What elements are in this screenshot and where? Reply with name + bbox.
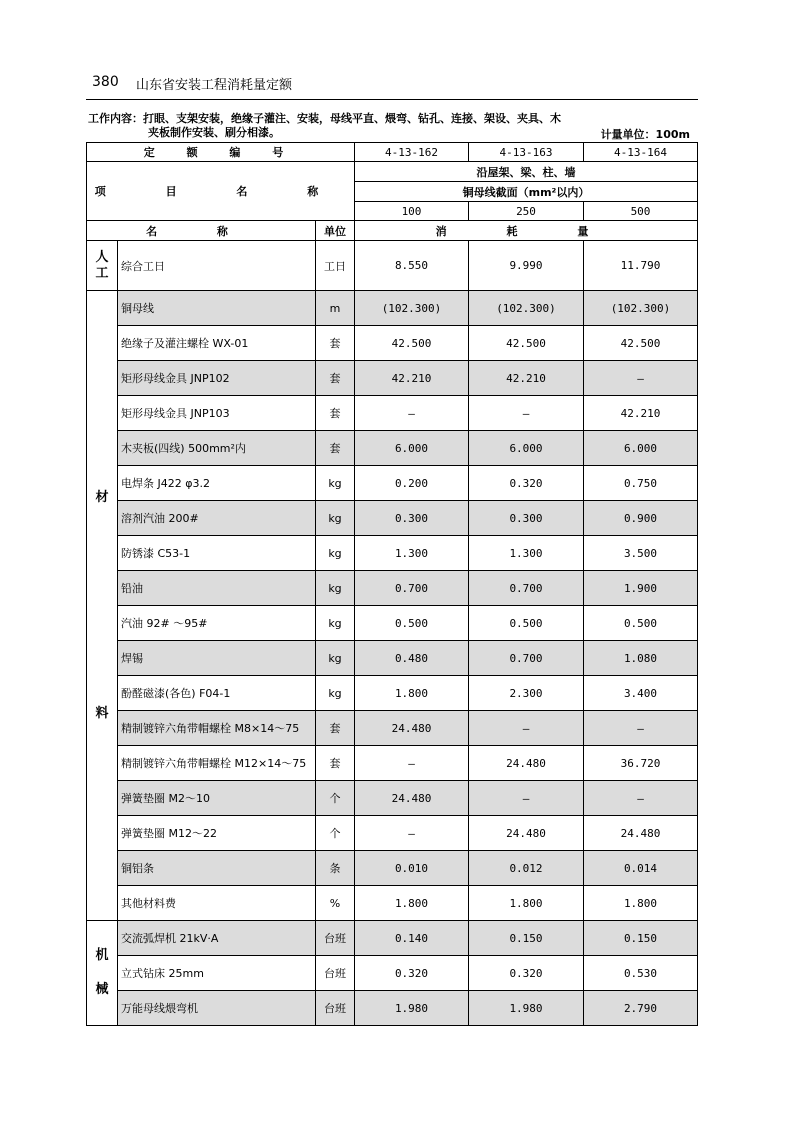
labor-value-1: 8.550 bbox=[355, 241, 469, 291]
material-row bbox=[87, 361, 698, 396]
material-row bbox=[87, 816, 698, 851]
material-value-3: (102.300) bbox=[584, 291, 698, 326]
consumption-column-header: 消 耗 量 bbox=[355, 221, 698, 241]
material-value-3: 3.500 bbox=[584, 536, 698, 571]
material-value-3: 24.480 bbox=[584, 816, 698, 851]
labor-category: 人工 bbox=[87, 241, 118, 291]
material-value-3: 3.400 bbox=[584, 676, 698, 711]
material-value-1: 42.500 bbox=[355, 326, 469, 361]
material-value-3: 1.900 bbox=[584, 571, 698, 606]
labor-value-3: 11.790 bbox=[584, 241, 698, 291]
machine-value-2: 0.320 bbox=[469, 956, 584, 991]
section-2: 250 bbox=[469, 202, 584, 221]
material-value-1: 0.500 bbox=[355, 606, 469, 641]
material-value-2: — bbox=[469, 396, 584, 431]
material-row bbox=[87, 571, 698, 606]
material-value-3: 1.800 bbox=[584, 886, 698, 921]
machine-value-2: 0.150 bbox=[469, 921, 584, 956]
page-number: 380 bbox=[92, 74, 119, 90]
material-row bbox=[87, 886, 698, 921]
material-name: 弹簧垫圈 M12～22 bbox=[118, 816, 316, 851]
material-value-3: — bbox=[584, 711, 698, 746]
material-value-1: — bbox=[355, 746, 469, 781]
labor-value-2: 9.990 bbox=[469, 241, 584, 291]
material-value-1: — bbox=[355, 816, 469, 851]
material-unit: 套 bbox=[316, 326, 355, 361]
book-title: 山东省安装工程消耗量定额 bbox=[136, 78, 293, 93]
material-value-1: 24.480 bbox=[355, 711, 469, 746]
machine-name: 立式钻床 25mm bbox=[118, 956, 316, 991]
material-value-1: — bbox=[355, 396, 469, 431]
material-name: 电焊条 J422 φ3.2 bbox=[118, 466, 316, 501]
material-row bbox=[87, 536, 698, 571]
material-value-2: 1.300 bbox=[469, 536, 584, 571]
quota-table bbox=[86, 142, 698, 1026]
quota-code-3: 4-13-164 bbox=[584, 143, 698, 162]
material-row bbox=[87, 781, 698, 816]
machine-name: 交流弧焊机 21kV·A bbox=[118, 921, 316, 956]
material-unit: 套 bbox=[316, 711, 355, 746]
material-unit: kg bbox=[316, 501, 355, 536]
material-unit: kg bbox=[316, 676, 355, 711]
labor-row bbox=[87, 241, 698, 291]
material-value-3: 0.014 bbox=[584, 851, 698, 886]
work-content-label: 工作内容： bbox=[88, 112, 143, 125]
material-value-1: 1.300 bbox=[355, 536, 469, 571]
material-value-2: 0.320 bbox=[469, 466, 584, 501]
material-row bbox=[87, 431, 698, 466]
material-category: 材 料 bbox=[87, 291, 118, 921]
material-value-2: — bbox=[469, 781, 584, 816]
material-name: 汽油 92# ～95# bbox=[118, 606, 316, 641]
material-name: 酚醛磁漆(各色) F04-1 bbox=[118, 676, 316, 711]
material-unit: 条 bbox=[316, 851, 355, 886]
material-row bbox=[87, 466, 698, 501]
machine-unit: 台班 bbox=[316, 991, 355, 1026]
material-value-2: 0.700 bbox=[469, 641, 584, 676]
material-unit: kg bbox=[316, 466, 355, 501]
material-value-3: 0.900 bbox=[584, 501, 698, 536]
section-header: 铜母线截面（mm²以内） bbox=[355, 182, 698, 202]
material-value-2: 24.480 bbox=[469, 816, 584, 851]
material-value-1: 0.300 bbox=[355, 501, 469, 536]
material-value-3: 0.500 bbox=[584, 606, 698, 641]
material-name: 绝缘子及灌注螺栓 WX-01 bbox=[118, 326, 316, 361]
work-content bbox=[88, 112, 608, 140]
material-value-2: 2.300 bbox=[469, 676, 584, 711]
machine-unit: 台班 bbox=[316, 956, 355, 991]
material-value-3: 42.210 bbox=[584, 396, 698, 431]
material-value-2: 42.500 bbox=[469, 326, 584, 361]
unit-column-header: 单位 bbox=[316, 221, 355, 241]
material-unit: kg bbox=[316, 571, 355, 606]
material-value-1: (102.300) bbox=[355, 291, 469, 326]
machine-value-1: 0.140 bbox=[355, 921, 469, 956]
material-name: 精制镀锌六角带帽螺栓 M12×14～75 bbox=[118, 746, 316, 781]
material-row bbox=[87, 501, 698, 536]
quota-code-1: 4-13-162 bbox=[355, 143, 469, 162]
material-name: 溶剂汽油 200# bbox=[118, 501, 316, 536]
section-1: 100 bbox=[355, 202, 469, 221]
material-value-1: 42.210 bbox=[355, 361, 469, 396]
material-row bbox=[87, 851, 698, 886]
material-unit: 套 bbox=[316, 361, 355, 396]
material-value-1: 0.200 bbox=[355, 466, 469, 501]
material-value-3: 1.080 bbox=[584, 641, 698, 676]
material-value-3: — bbox=[584, 781, 698, 816]
material-unit: kg bbox=[316, 606, 355, 641]
material-value-1: 0.010 bbox=[355, 851, 469, 886]
material-row bbox=[87, 291, 698, 326]
quota-code-label: 定 额 编 号 bbox=[87, 143, 355, 162]
material-row bbox=[87, 396, 698, 431]
material-name: 矩形母线金具 JNP102 bbox=[118, 361, 316, 396]
material-value-2: (102.300) bbox=[469, 291, 584, 326]
material-row bbox=[87, 641, 698, 676]
item-header: 沿屋架、梁、柱、墙 bbox=[355, 162, 698, 182]
material-value-2: 1.800 bbox=[469, 886, 584, 921]
machine-value-1: 0.320 bbox=[355, 956, 469, 991]
machine-value-1: 1.980 bbox=[355, 991, 469, 1026]
material-name: 防锈漆 C53-1 bbox=[118, 536, 316, 571]
column-header-row bbox=[87, 221, 698, 241]
material-unit: 套 bbox=[316, 431, 355, 466]
material-value-1: 24.480 bbox=[355, 781, 469, 816]
quota-code-row bbox=[87, 143, 698, 162]
material-name: 弹簧垫圈 M2～10 bbox=[118, 781, 316, 816]
material-value-2: 6.000 bbox=[469, 431, 584, 466]
machine-value-3: 0.150 bbox=[584, 921, 698, 956]
material-value-2: 0.500 bbox=[469, 606, 584, 641]
material-unit: 个 bbox=[316, 781, 355, 816]
material-value-2: 0.700 bbox=[469, 571, 584, 606]
material-name: 铜母线 bbox=[118, 291, 316, 326]
material-name: 其他材料费 bbox=[118, 886, 316, 921]
material-row bbox=[87, 746, 698, 781]
page-header bbox=[86, 70, 698, 100]
machine-category: 机 械 bbox=[87, 921, 118, 1026]
material-value-3: 42.500 bbox=[584, 326, 698, 361]
item-name-label: 项 目 名 称 bbox=[87, 162, 355, 221]
material-value-2: 0.300 bbox=[469, 501, 584, 536]
machine-row bbox=[87, 921, 698, 956]
material-name: 木夹板(四线) 500mm²内 bbox=[118, 431, 316, 466]
material-value-2: 42.210 bbox=[469, 361, 584, 396]
measurement-unit: 计量单位：100m bbox=[600, 128, 690, 141]
name-column-header: 名 称 bbox=[87, 221, 316, 241]
machine-name: 万能母线煨弯机 bbox=[118, 991, 316, 1026]
material-row bbox=[87, 606, 698, 641]
material-unit: 套 bbox=[316, 746, 355, 781]
material-value-1: 1.800 bbox=[355, 886, 469, 921]
material-unit: 套 bbox=[316, 396, 355, 431]
material-name: 精制镀锌六角带帽螺栓 M8×14～75 bbox=[118, 711, 316, 746]
material-value-2: 0.012 bbox=[469, 851, 584, 886]
material-row bbox=[87, 326, 698, 361]
material-value-2: — bbox=[469, 711, 584, 746]
material-name: 矩形母线金具 JNP103 bbox=[118, 396, 316, 431]
material-value-1: 1.800 bbox=[355, 676, 469, 711]
machine-value-2: 1.980 bbox=[469, 991, 584, 1026]
quota-code-2: 4-13-163 bbox=[469, 143, 584, 162]
material-value-3: 0.750 bbox=[584, 466, 698, 501]
material-unit: % bbox=[316, 886, 355, 921]
material-value-1: 6.000 bbox=[355, 431, 469, 466]
material-unit: m bbox=[316, 291, 355, 326]
machine-row bbox=[87, 956, 698, 991]
material-value-3: 6.000 bbox=[584, 431, 698, 466]
material-unit: kg bbox=[316, 641, 355, 676]
machine-value-3: 2.790 bbox=[584, 991, 698, 1026]
work-content-line2: 夹板制作安装、刷分相漆。 bbox=[148, 126, 280, 139]
material-row bbox=[87, 711, 698, 746]
material-unit: 个 bbox=[316, 816, 355, 851]
material-unit: kg bbox=[316, 536, 355, 571]
material-name: 焊锡 bbox=[118, 641, 316, 676]
material-value-3: 36.720 bbox=[584, 746, 698, 781]
material-value-1: 0.480 bbox=[355, 641, 469, 676]
work-content-line1: 打眼、支架安装，绝缘子灌注、安装，母线平直、煨弯、钻孔、连接、架设、夹具、木 bbox=[143, 112, 561, 125]
material-name: 铅油 bbox=[118, 571, 316, 606]
material-row bbox=[87, 676, 698, 711]
labor-name: 综合工日 bbox=[118, 241, 316, 291]
material-value-2: 24.480 bbox=[469, 746, 584, 781]
machine-unit: 台班 bbox=[316, 921, 355, 956]
material-value-1: 0.700 bbox=[355, 571, 469, 606]
labor-unit: 工日 bbox=[316, 241, 355, 291]
section-3: 500 bbox=[584, 202, 698, 221]
material-value-3: — bbox=[584, 361, 698, 396]
machine-value-3: 0.530 bbox=[584, 956, 698, 991]
material-name: 铜铝条 bbox=[118, 851, 316, 886]
machine-row bbox=[87, 991, 698, 1026]
